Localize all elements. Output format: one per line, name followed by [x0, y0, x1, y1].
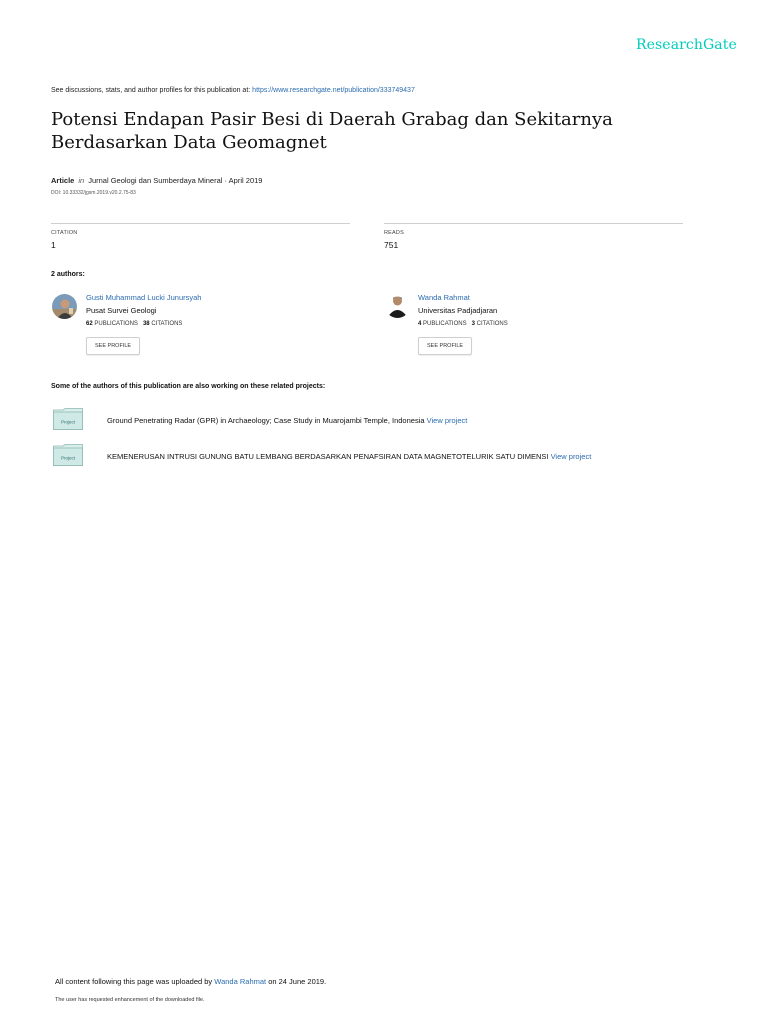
- author-name-link[interactable]: Wanda Rahmat: [418, 293, 470, 302]
- folder-shape: [53, 408, 83, 430]
- author-counts: [418, 321, 508, 327]
- project-icon-label: Project: [60, 455, 76, 461]
- author-name-link[interactable]: Gusti Muhammad Lucki Junursyah: [86, 293, 202, 302]
- citation-label: CITATION: [51, 230, 78, 236]
- article-meta: [51, 176, 262, 185]
- list-item: [107, 416, 467, 425]
- uploader-link[interactable]: Wanda Rahmat: [214, 977, 267, 986]
- view-project-link[interactable]: View project: [426, 416, 468, 425]
- author-photo-icon: [52, 294, 77, 319]
- publications-label: PUBLICATIONS: [94, 321, 138, 327]
- folder-icon[interactable]: [53, 408, 83, 430]
- citations-count: 3: [471, 321, 475, 327]
- citations-label: CITATIONS: [476, 321, 508, 327]
- reads-count: 751: [384, 240, 399, 250]
- divider-left: [51, 223, 350, 224]
- list-item: [107, 452, 591, 461]
- publications-count: 4: [418, 321, 422, 327]
- publication-notice: [51, 87, 415, 94]
- folder-icon[interactable]: [53, 444, 83, 466]
- publication-url-link[interactable]: https://www.researchgate.net/publication/333749437: [252, 87, 415, 94]
- citation-count: 1: [51, 240, 56, 250]
- page-title: Potensi Endapan Pasir Besi di Daerah Grabag dan Sekitarnya Berdasarkan Data Geomagnet: [51, 109, 613, 153]
- citations-label: CITATIONS: [151, 321, 183, 327]
- upload-prefix: All content following this page was uploaded by: [55, 977, 215, 986]
- enhancement-note: The user has requested enhancement of the downloaded file.: [55, 997, 205, 1003]
- related-projects-heading: Some of the authors of this publication are also working on these related projects:: [51, 383, 326, 390]
- project-title: KEMENERUSAN INTRUSI GUNUNG BATU LEMBANG BERDASARKAN PENAFSIRAN DATA MAGNETOTELURIK SATU DIMENSI: [107, 452, 549, 461]
- authors-heading: 2 authors:: [51, 271, 85, 278]
- journal-name[interactable]: Jurnal Geologi dan Sumberdaya Mineral · April 2019: [88, 176, 263, 185]
- project-title: Ground Penetrating Radar (GPR) in Archaeology; Case Study in Muarojambi Temple, Indonesia: [107, 416, 425, 425]
- in-label: in: [78, 176, 85, 185]
- author-photo-icon: [385, 293, 410, 318]
- upload-notice: [55, 977, 326, 986]
- folder-shape: [53, 444, 83, 466]
- publications-label: PUBLICATIONS: [423, 321, 467, 327]
- reads-label: READS: [384, 230, 404, 236]
- see-profile-button[interactable]: SEE PROFILE: [86, 337, 140, 355]
- view-project-link[interactable]: View project: [550, 452, 592, 461]
- project-icon-label: Project: [60, 419, 76, 425]
- avatar[interactable]: [385, 293, 410, 318]
- researchgate-logo[interactable]: ResearchGate: [636, 37, 737, 53]
- publications-count: 62: [86, 321, 93, 327]
- author-affiliation: Pusat Survei Geologi: [86, 306, 157, 315]
- upload-suffix: on 24 June 2019.: [266, 977, 327, 986]
- citations-count: 38: [142, 321, 150, 327]
- notice-text: See discussions, stats, and author profiles for this publication at:: [51, 87, 253, 94]
- article-type: Article: [51, 176, 75, 185]
- author-affiliation: Universitas Padjadjaran: [418, 306, 498, 315]
- avatar[interactable]: [52, 294, 77, 319]
- divider-right: [384, 223, 683, 224]
- doi: DOI: 10.33332/jgsm.2019.v20.2.75-83: [51, 190, 136, 196]
- see-profile-button[interactable]: SEE PROFILE: [418, 337, 472, 355]
- author-counts: [86, 321, 182, 327]
